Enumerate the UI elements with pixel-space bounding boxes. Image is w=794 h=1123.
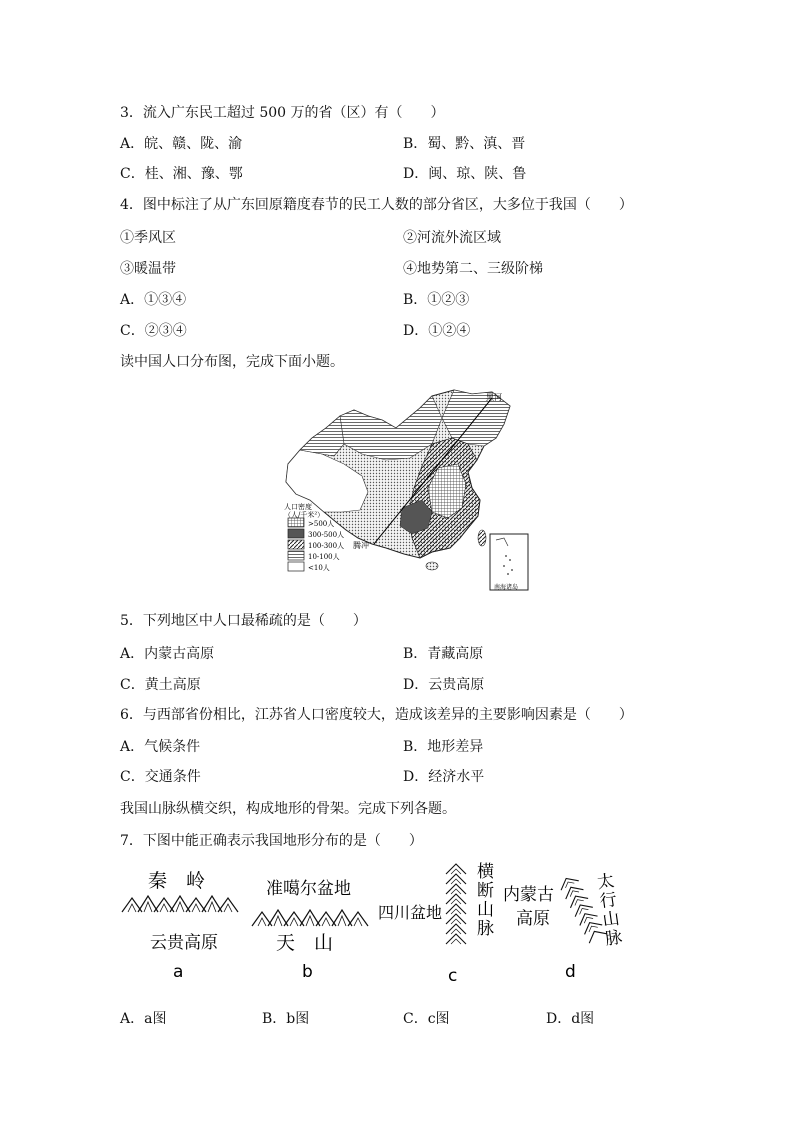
q4-option-b[interactable]: B．①②③ bbox=[403, 292, 470, 308]
q4-option-a[interactable]: A．①③④ bbox=[120, 292, 187, 308]
fig-b-mountain-icon bbox=[252, 906, 368, 928]
fig-b-label: b bbox=[302, 962, 313, 982]
legend-item: 300-500人 bbox=[308, 531, 345, 539]
fig-d-left-label-2: 高原 bbox=[516, 909, 550, 929]
q3-option-b[interactable]: B．蜀、黔、滇、晋 bbox=[403, 136, 526, 152]
south-china-sea-inset-label: 南海诸岛 bbox=[494, 584, 519, 591]
legend-unit: （人/千米²） bbox=[284, 511, 325, 519]
q6-stem: 6．与西部省份相比，江苏省人口密度较大，造成该差异的主要影响因素是（ ） bbox=[120, 707, 633, 723]
q5-stem: 5．下列地区中人口最稀疏的是（ ） bbox=[120, 613, 367, 629]
fig-d-left-label-1: 内蒙古 bbox=[503, 885, 554, 905]
q7-option-a[interactable]: A．a图 bbox=[120, 1011, 167, 1027]
q5-option-b[interactable]: B．青藏高原 bbox=[403, 646, 484, 662]
legend-item: 10-100人 bbox=[308, 553, 340, 561]
q7-option-b[interactable]: B．b图 bbox=[262, 1011, 310, 1027]
q6-option-a[interactable]: A．气候条件 bbox=[120, 739, 201, 755]
q5-option-c[interactable]: C．黄土高原 bbox=[120, 677, 201, 693]
legend-item: <10人 bbox=[308, 564, 330, 572]
fig-b-top-label: 准噶尔盆地 bbox=[266, 879, 351, 899]
fig-a-top-label: 秦 岭 bbox=[148, 870, 206, 892]
q4-statement-2: ②河流外流区域 bbox=[403, 230, 501, 246]
fig-a-label: a bbox=[173, 962, 184, 982]
fig-d-label: d bbox=[565, 962, 576, 982]
q7-option-c[interactable]: C．c图 bbox=[403, 1011, 450, 1027]
q5-option-a[interactable]: A．内蒙古高原 bbox=[120, 646, 215, 662]
q6-option-c[interactable]: C．交通条件 bbox=[120, 769, 201, 785]
q4-statement-3: ③暖温带 bbox=[120, 261, 176, 277]
q7-option-d[interactable]: D．d图 bbox=[546, 1011, 595, 1027]
q4-option-c[interactable]: C．②③④ bbox=[120, 323, 187, 339]
city-tengchong-label: 腾冲 bbox=[353, 541, 369, 550]
fig-c-mountain-icon bbox=[444, 862, 470, 950]
legend-item: >500人 bbox=[308, 520, 335, 528]
q3-stem: 3．流入广东民工超过 500 万的省（区）有（ ） bbox=[120, 105, 445, 121]
q6-option-b[interactable]: B．地形差异 bbox=[403, 739, 484, 755]
city-heihe-label: 黑河 bbox=[486, 393, 502, 402]
legend-title: 人口密度 bbox=[284, 503, 312, 511]
q5-option-d[interactable]: D．云贵高原 bbox=[403, 677, 485, 693]
q7-stem: 7．下图中能正确表示我国地形分布的是（ ） bbox=[120, 833, 423, 849]
mountains-intro: 我国山脉纵横交织，构成地形的骨架。完成下列各题。 bbox=[120, 801, 456, 817]
fig-b-bottom-label: 天 山 bbox=[276, 932, 334, 954]
q3-option-c[interactable]: C．桂、湘、豫、鄂 bbox=[120, 166, 243, 182]
q6-option-d[interactable]: D．经济水平 bbox=[403, 769, 485, 785]
q3-option-a[interactable]: A．皖、赣、陇、渝 bbox=[120, 136, 243, 152]
fig-c-vertical-label: 横断山脉 bbox=[473, 862, 493, 938]
legend-item: 100-300人 bbox=[308, 542, 345, 550]
map-intro: 读中国人口分布图，完成下面小题。 bbox=[120, 354, 344, 370]
q4-statement-1: ①季风区 bbox=[120, 230, 176, 246]
q4-stem: 4．图中标注了从广东回原籍度春节的民工人数的部分省区，大多位于我国（ ） bbox=[120, 197, 633, 213]
q4-statement-4: ④地势第二、三级阶梯 bbox=[403, 261, 543, 277]
q4-option-d[interactable]: D．①②④ bbox=[403, 323, 471, 339]
fig-a-mountain-icon bbox=[122, 892, 246, 914]
fig-c-left-label: 四川盆地 bbox=[378, 903, 443, 922]
q3-option-d[interactable]: D．闽、琼、陕、鲁 bbox=[403, 166, 527, 182]
fig-a-bottom-label: 云贵高原 bbox=[150, 933, 218, 953]
fig-d-vertical-label: 太行山脉 bbox=[592, 871, 623, 950]
fig-c-label: c bbox=[448, 966, 458, 986]
